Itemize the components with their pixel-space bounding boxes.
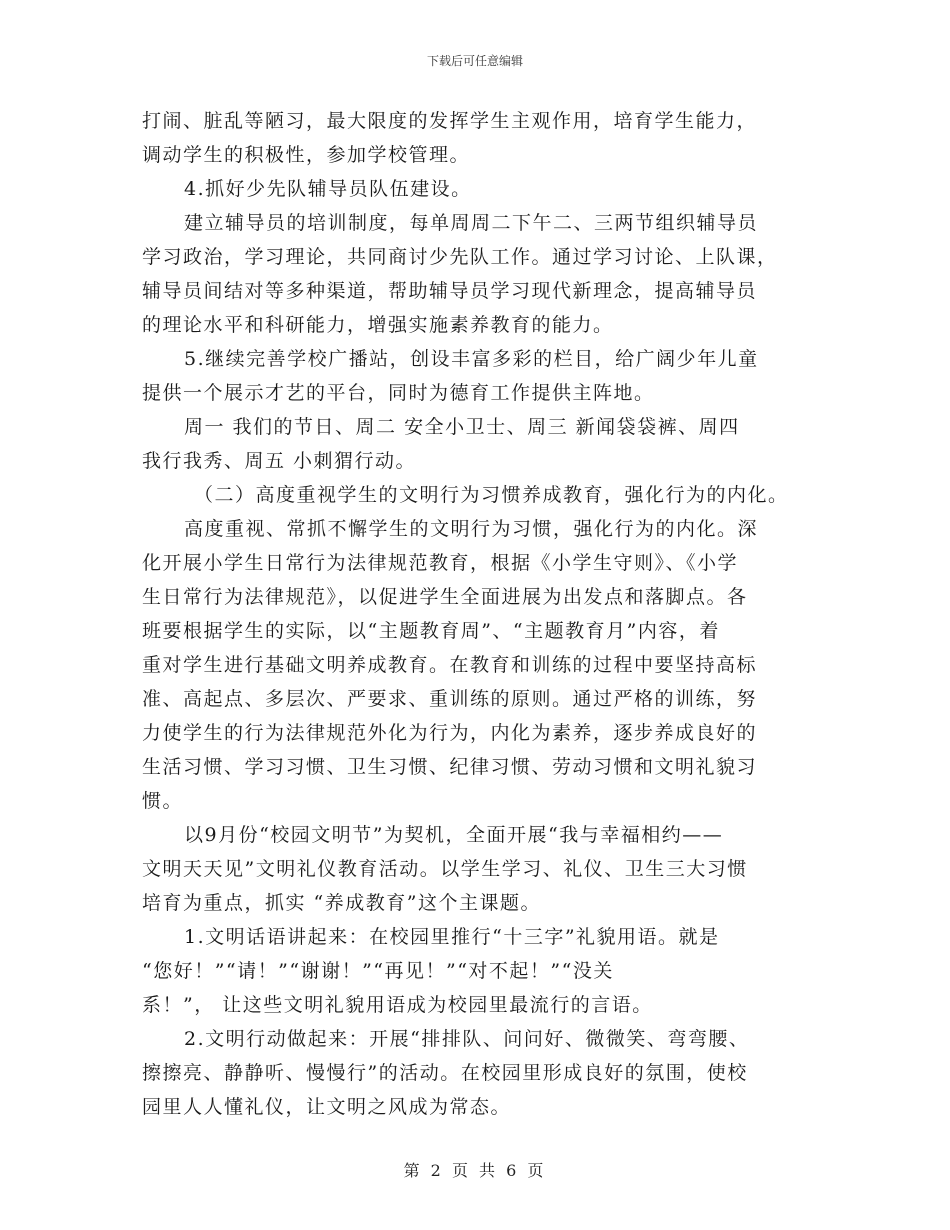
text-line: 准、高起点、多层次、严要求、重训练的原则。通过严格的训练，努 <box>142 688 758 710</box>
text-line: 5.继续完善学校广播站，创设丰富多彩的栏目，给广阔少年儿童 <box>184 348 759 370</box>
text-line: 惯。 <box>142 790 184 812</box>
text-line: 系！”， 让这些文明礼貌用语成为校园里最流行的言语。 <box>142 994 653 1016</box>
text-line: 文明天天见”文明礼仪教育活动。以学生学习、礼仪、卫生三大习惯 <box>142 858 748 880</box>
text-line: 建立辅导员的培训制度，每单周周二下午二、三两节组织辅导员 <box>184 212 759 234</box>
text-line: 力使学生的行为法律规范外化为行为，内化为素养，逐步养成良好的 <box>142 722 758 744</box>
text-line: 生日常行为法律规范》，以促进学生全面进展为出发点和落脚点。各 <box>142 586 748 608</box>
document-body <box>142 104 817 1124</box>
text-line: （二）高度重视学生的文明行为习惯养成教育，强化行为的内化。 <box>194 484 789 506</box>
text-line: 1.文明话语讲起来：在校园里推行“十三字”礼貌用语。就是 <box>184 926 720 948</box>
text-line: 班要根据学生的实际，以“主题教育周”、“主题教育月”内容，着 <box>142 620 720 642</box>
text-line: 2.文明行动做起来：开展“排排队、问问好、微微笑、弯弯腰、 <box>184 1028 750 1050</box>
text-line: “您好！”“请！”“谢谢！”“再见！”“对不起！”“没关 <box>142 960 614 982</box>
text-line: 学习政治，学习理论，共同商讨少先队工作。通过学习讨论、上队课， <box>142 246 778 268</box>
page-header-note: 下载后可任意编辑 <box>426 54 523 68</box>
text-line: 以9月份“校园文明节”为契机，全面开展“我与幸福相约—— <box>184 824 724 846</box>
text-line: 园里人人懂礼仪，让文明之风成为常态。 <box>142 1096 512 1118</box>
page-number-footer: 第 2 页 共 6 页 <box>403 1161 547 1180</box>
text-line: 辅导员间结对等多种渠道，帮助辅导员学习现代新理念，提高辅导员 <box>142 280 758 302</box>
text-line: 的理论水平和科研能力，增强实施素养教育的能力。 <box>142 314 614 336</box>
text-line: 生活习惯、学习习惯、卫生习惯、纪律习惯、劳动习惯和文明礼貌习 <box>142 756 758 778</box>
text-line: 周一 我们的节日、周二 安全小卫士、周三 新闻袋袋裤、周四 <box>184 416 740 438</box>
text-line: 重对学生进行基础文明养成教育。在教育和训练的过程中要坚持高标 <box>142 654 758 676</box>
text-line: 我行我秀、周五 小刺猬行动。 <box>142 450 417 472</box>
text-line: 调动学生的积极性，参加学校管理。 <box>142 144 471 166</box>
text-line: 培育为重点，抓实 “养成教育”这个主课题。 <box>142 892 541 914</box>
text-line: 4.抓好少先队辅导员队伍建设。 <box>184 178 472 200</box>
text-line: 高度重视、常抓不懈学生的文明行为习惯，强化行为的内化。深 <box>184 518 759 540</box>
text-line: 打闹、脏乱等陋习，最大限度的发挥学生主观作用，培育学生能力， <box>142 110 758 132</box>
text-line: 提供一个展示才艺的平台，同时为德育工作提供主阵地。 <box>142 382 655 404</box>
text-line: 化开展小学生日常行为法律规范教育，根据《小学生守则》、《小学 <box>142 552 739 574</box>
text-line: 擦擦亮、静静听、慢慢行”的活动。在校园里形成良好的氛围，使校 <box>142 1062 748 1084</box>
